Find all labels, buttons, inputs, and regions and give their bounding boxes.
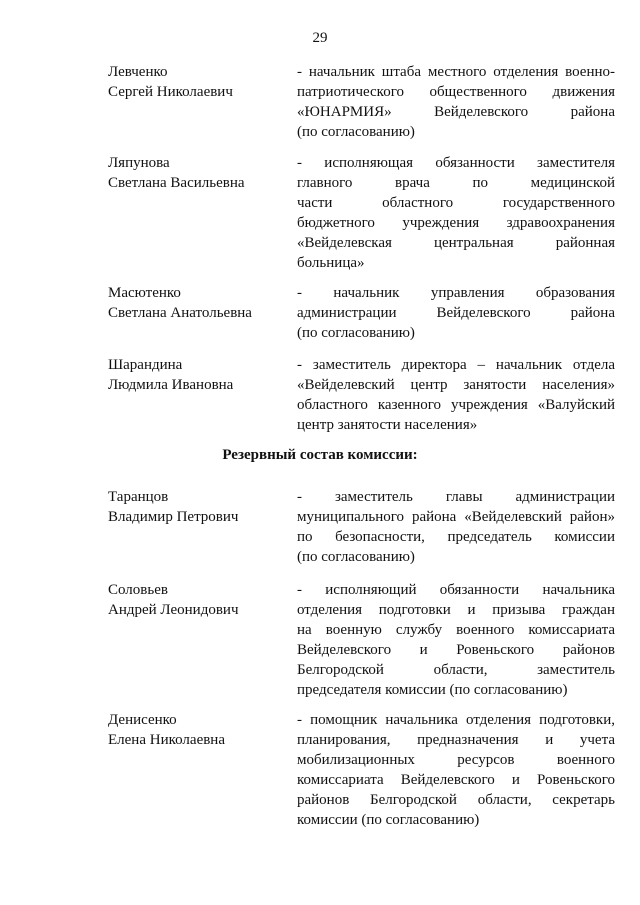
member-surname: Левченко bbox=[108, 64, 168, 80]
position-line: патриотического общественного движения bbox=[297, 84, 615, 100]
position-line: части областного государственного bbox=[297, 195, 615, 211]
position-line: центр занятости населения» bbox=[297, 417, 478, 433]
position-line: мобилизационных ресурсов военного bbox=[297, 752, 615, 768]
member-position bbox=[297, 153, 615, 273]
member-name bbox=[108, 355, 288, 395]
section-title: Резервный состав комиссии: bbox=[222, 447, 418, 463]
position-line: (по согласованию) bbox=[297, 549, 415, 565]
position-line: комиссариата Вейделевского и Ровеньского bbox=[297, 772, 615, 788]
member-name bbox=[108, 283, 288, 323]
member-given-name: Елена Николаевна bbox=[108, 732, 225, 748]
member-given-name: Владимир Петрович bbox=[108, 509, 239, 525]
position-line: Вейделевского и Ровеньского районов bbox=[297, 642, 615, 658]
member-surname: Таранцов bbox=[108, 489, 169, 505]
position-line: планирования, предназначения и учета bbox=[297, 732, 615, 748]
position-line: по безопасности, председатель комиссии bbox=[297, 529, 615, 545]
member-position bbox=[297, 283, 615, 343]
position-line: - исполняющая обязанности заместителя bbox=[297, 155, 615, 171]
member-given-name: Людмила Ивановна bbox=[108, 377, 234, 393]
member-name bbox=[108, 580, 288, 620]
member-given-name: Светлана Анатольевна bbox=[108, 305, 252, 321]
position-line: «Вейделевский центр занятости населения» bbox=[297, 377, 615, 393]
position-line: бюджетного учреждения здравоохранения bbox=[297, 215, 615, 231]
position-line: (по согласованию) bbox=[297, 325, 415, 341]
position-line: муниципального района «Вейделевский район» bbox=[297, 509, 615, 525]
position-line: (по согласованию) bbox=[297, 124, 415, 140]
member-surname: Масютенко bbox=[108, 285, 181, 301]
member-surname: Денисенко bbox=[108, 712, 177, 728]
member-name bbox=[108, 487, 288, 527]
position-line: - начальник штаба местного отделения военно- bbox=[297, 64, 615, 80]
member-position bbox=[297, 62, 615, 142]
position-line: комиссии (по согласованию) bbox=[297, 812, 480, 828]
member-given-name: Андрей Леонидович bbox=[108, 602, 239, 618]
position-line: Белгородской области, заместитель bbox=[297, 662, 615, 678]
member-name bbox=[108, 710, 288, 750]
position-line: - заместитель директора – начальник отдела bbox=[297, 357, 615, 373]
position-line: на военную службу военного комиссариата bbox=[297, 622, 615, 638]
position-line: главного врача по медицинской bbox=[297, 175, 615, 191]
position-line: больница» bbox=[297, 255, 365, 271]
position-line: отделения подготовки и призыва граждан bbox=[297, 602, 615, 618]
member-given-name: Светлана Васильевна bbox=[108, 175, 245, 191]
member-position bbox=[297, 355, 615, 435]
member-name bbox=[108, 153, 288, 193]
position-line: администрации Вейделевского района bbox=[297, 305, 615, 321]
member-position bbox=[297, 487, 615, 567]
member-name bbox=[108, 62, 288, 102]
position-line: председателя комиссии (по согласованию) bbox=[297, 682, 568, 698]
position-line: - заместитель главы администрации bbox=[297, 489, 615, 505]
member-surname: Соловьев bbox=[108, 582, 168, 598]
position-line: «ЮНАРМИЯ» Вейделевского района bbox=[297, 104, 615, 120]
position-line: - начальник управления образования bbox=[297, 285, 615, 301]
position-line: областного казенного учреждения «Валуйский bbox=[297, 397, 615, 413]
member-surname: Ляпунова bbox=[108, 155, 170, 171]
member-position bbox=[297, 580, 615, 700]
member-surname: Шарандина bbox=[108, 357, 183, 373]
position-line: районов Белгородской области, секретарь bbox=[297, 792, 615, 808]
position-line: «Вейделевская центральная районная bbox=[297, 235, 615, 251]
position-line: - помощник начальника отделения подготовки, bbox=[297, 712, 615, 728]
position-line: - исполняющий обязанности начальника bbox=[297, 582, 615, 598]
member-position bbox=[297, 710, 615, 830]
member-given-name: Сергей Николаевич bbox=[108, 84, 233, 100]
page-number: 29 bbox=[312, 30, 328, 46]
